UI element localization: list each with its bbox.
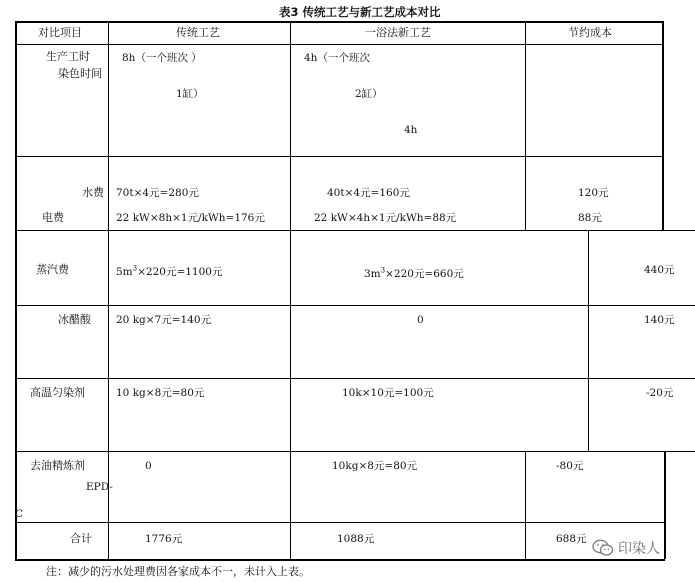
column-divider xyxy=(108,451,109,559)
column-divider xyxy=(290,230,291,451)
header-row-divider xyxy=(15,44,663,45)
cell-saving-water: 120元 xyxy=(578,187,609,199)
cell-new-water: 40t×4元=160元 xyxy=(327,187,410,199)
cell-saving-degrease: -80元 xyxy=(556,460,584,472)
table-border-left xyxy=(15,21,17,560)
cell-new-total: 1088元 xyxy=(337,533,375,545)
header-new: 一浴法新工艺 xyxy=(365,26,431,39)
cell-trad-power: 22 kW×8h×1元/kWh=176元 xyxy=(116,212,265,224)
cell-new-power: 22 kW×4h×1元/kWh=88元 xyxy=(314,212,457,224)
column-divider xyxy=(588,230,589,451)
cell-saving-steam: 440元 xyxy=(644,264,675,276)
cell-new-leveler: 10k×10元=100元 xyxy=(342,387,434,399)
header-traditional: 传统工艺 xyxy=(176,26,220,39)
table-border-bottom xyxy=(15,559,665,561)
cell-new-time: 4h（一个班次 xyxy=(304,52,370,64)
cell-trad-acid: 20 kg×7元=140元 xyxy=(116,314,212,326)
row-divider xyxy=(15,156,663,157)
table-border-top xyxy=(15,21,663,23)
row-label-total: 合计 xyxy=(70,532,92,545)
column-divider xyxy=(290,21,291,230)
column-divider xyxy=(108,21,109,230)
table-border-right xyxy=(664,451,666,559)
row-label-water: 水费 xyxy=(82,186,104,199)
column-divider xyxy=(525,451,526,559)
cell-trad-steam: $5m^3\times 220$元=1100元 xyxy=(116,264,223,278)
cell-new-batch: 2缸） xyxy=(355,88,383,100)
cell-trad-degrease: 0 xyxy=(145,460,152,472)
table-border-right xyxy=(662,21,664,230)
wechat-icon xyxy=(592,539,614,557)
header-saving: 节约成本 xyxy=(568,26,612,39)
row-divider xyxy=(15,305,695,306)
row-label-power: 电费 xyxy=(42,211,64,224)
cell-saving-power: 88元 xyxy=(578,212,602,224)
row-divider xyxy=(15,230,695,231)
cell-trad-time: 8h（一个班次 ） xyxy=(122,52,202,64)
row-label-leveling-agent: 高温匀染剂 xyxy=(30,386,85,399)
row-label-dye-time: 染色时间 xyxy=(58,67,102,80)
cell-saving-acid: 140元 xyxy=(644,314,675,326)
row-divider xyxy=(15,378,695,379)
row-label-work-hours: 生产工时 xyxy=(46,50,90,63)
cell-trad-leveler: 10 kg×8元=80元 xyxy=(116,387,205,399)
column-divider xyxy=(290,451,291,559)
row-divider xyxy=(15,451,695,452)
table-title: 表3 传统工艺与新工艺成本对比 xyxy=(279,5,441,19)
cell-trad-total: 1776元 xyxy=(145,533,183,545)
row-label-degreasing-code: EPD- xyxy=(86,481,113,493)
table-footnote: 注：减少的污水处理费因各家成本不一，未计入上表。 xyxy=(46,565,310,578)
row-label-degreasing-agent: 去油精炼剂 xyxy=(30,459,85,472)
cell-saving-leveler: -20元 xyxy=(646,387,674,399)
cell-saving-time: 4h xyxy=(404,124,418,136)
column-divider xyxy=(525,21,526,230)
header-item: 对比项目 xyxy=(38,26,82,39)
cell-new-acid: 0 xyxy=(417,314,424,326)
cell-trad-water: 70t×4元=280元 xyxy=(116,187,199,199)
row-label-steam: 蒸汽费 xyxy=(36,263,69,276)
row-label-degreasing-code-tail: C xyxy=(15,508,24,520)
column-divider xyxy=(108,230,109,451)
cell-new-degrease: 10kg×8元=80元 xyxy=(332,460,418,472)
cell-saving-total: 688元 xyxy=(556,533,587,545)
cell-trad-batch: 1缸） xyxy=(176,88,204,100)
cell-new-steam: $3m^3\times 220$元=660元 xyxy=(364,266,464,280)
row-label-acetic-acid: 冰醋酸 xyxy=(58,313,91,326)
watermark-text: 印染人 xyxy=(618,541,660,557)
row-divider xyxy=(15,522,665,523)
watermark xyxy=(592,538,660,558)
